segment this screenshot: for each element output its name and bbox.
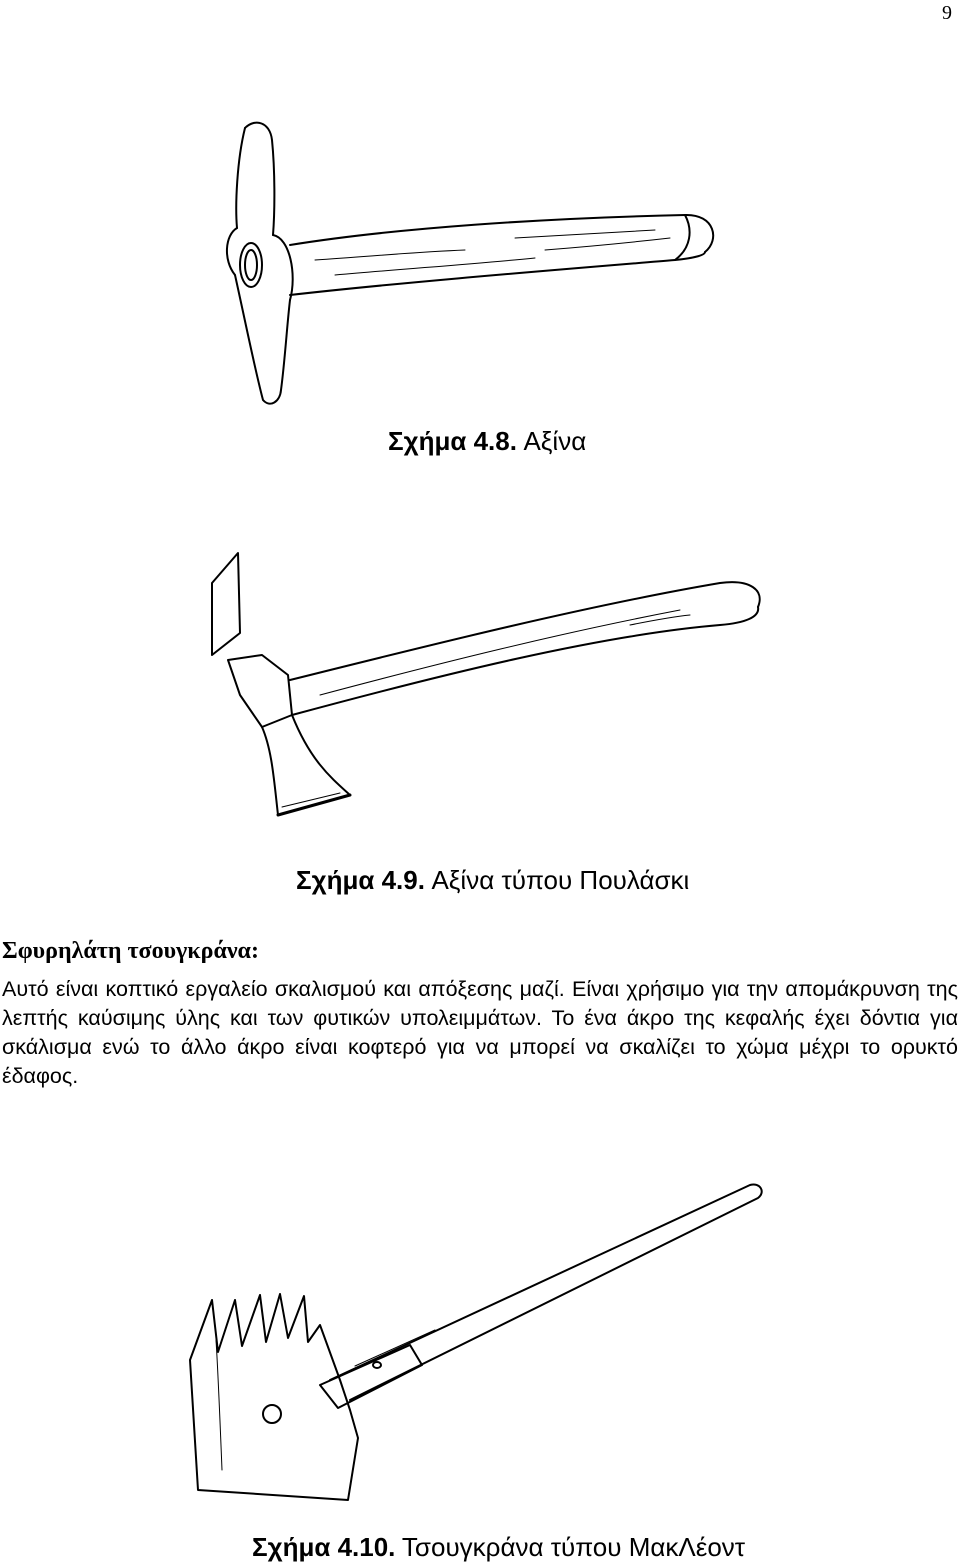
section-heading: Σφυρηλάτη τσουγκράνα: — [2, 938, 259, 964]
mcleod-rake-drawing — [180, 1170, 780, 1510]
figure-caption — [388, 426, 586, 457]
pick-axe-drawing — [215, 110, 735, 410]
figure-title: Αξίνα τύπου Πουλάσκι — [431, 865, 690, 895]
figure-title: Αξίνα — [523, 426, 587, 456]
figure-caption — [252, 1532, 745, 1563]
page-number: 9 — [942, 2, 952, 24]
figure-caption — [296, 865, 689, 896]
figure-number: Σχήμα 4.9. — [296, 865, 425, 895]
pulaski-axe-drawing — [200, 545, 770, 835]
body-paragraph: Αυτό είναι κοπτικό εργαλείο σκαλισμού και απόξεσης μαζί. Είναι χρήσιμο για την απομάκρυνση της λεπτής καύσιμης ύλης και των φυτικών υπολειμμάτων. Το ένα άκρο της κεφαλής έχει δόντια για σκάλισμα ενώ το άλλο άκρο είναι κοφτερό για να μπορεί να σκαλίζει το χώμα μέχρι το ορυκτό έδαφος. — [2, 977, 958, 1088]
figure-number: Σχήμα 4.10. — [252, 1532, 396, 1562]
figure-number: Σχήμα 4.8. — [388, 426, 517, 456]
figure-title: Τσουγκράνα τύπου ΜακΛέοντ — [401, 1532, 746, 1562]
